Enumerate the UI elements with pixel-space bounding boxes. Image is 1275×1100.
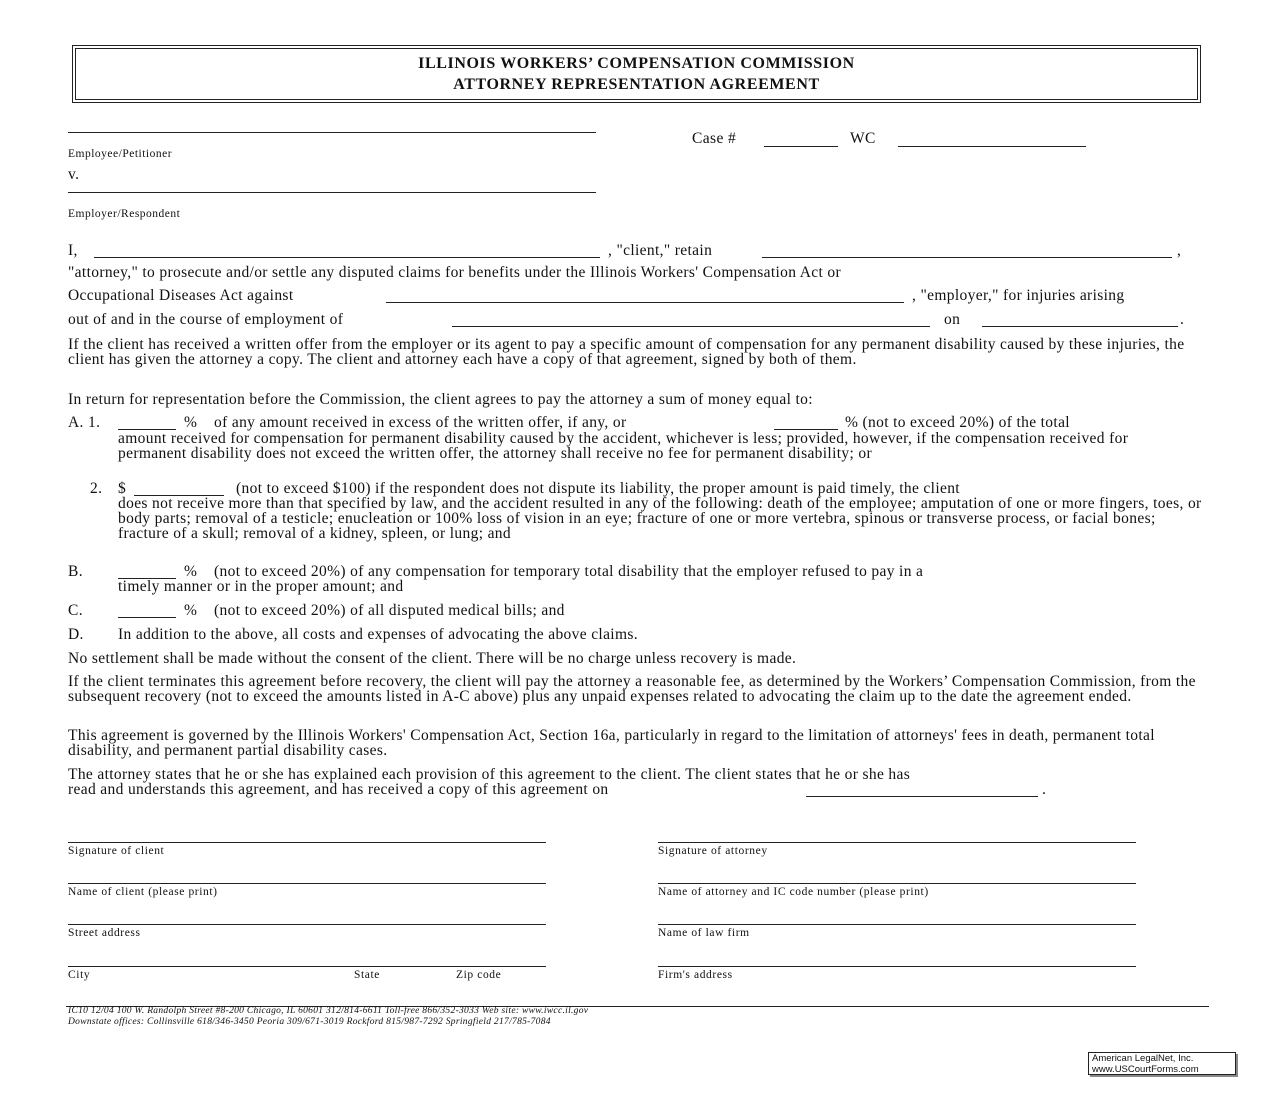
explained-period: . <box>1042 781 1047 798</box>
attorney-signature-field[interactable] <box>658 842 1136 843</box>
clause-c-label: C. <box>68 602 83 619</box>
wc-label: WC <box>850 130 876 147</box>
employee-label: Employee/Petitioner <box>68 148 173 160</box>
a2-first-text: (not to exceed $100) if the respondent does not dispute its liability, the proper amount is paid timely, the client <box>236 480 960 497</box>
case-number-label: Case # <box>692 130 737 147</box>
a2-dollar: $ <box>118 480 127 497</box>
form-title-box <box>72 45 1201 103</box>
firm-address-label: Firm's address <box>658 969 733 981</box>
retain-period: . <box>1180 311 1185 328</box>
retain-line-3b: , "employer," for injuries arising <box>912 287 1125 304</box>
b-rest-text: timely manner or in the proper amount; and <box>118 578 404 595</box>
wc-number-field[interactable] <box>898 146 1086 147</box>
b-first-text: (not to exceed 20%) of any compensation for temporary total disability that the employer refused to pay in a <box>214 563 924 580</box>
terminates-paragraph: If the client terminates this agreement before recovery, the client will pay the attorney a reasonable fee, as determined by the Workers’ Compensation Commission, from the subsequent recovery (not to exceed the amounts listed in A-C above) plus any unpaid expenses related to advocating the claim up to the date the agreement ended. <box>68 673 1196 705</box>
employer-name-field[interactable] <box>68 192 596 193</box>
street-address-field[interactable] <box>68 924 546 925</box>
retain-comma: , <box>1177 242 1182 259</box>
retain-i: I, <box>68 242 78 259</box>
law-firm-field[interactable] <box>658 924 1136 925</box>
retain-line-3a: Occupational Diseases Act against <box>68 287 294 304</box>
a1-pct-2: % (not to exceed 20%) of the total <box>845 414 1070 431</box>
governed-paragraph: This agreement is governed by the Illinois Workers' Compensation Act, Section 16a, particularly in regard to the limitation of attorneys' fees in death, permanent total disability, and permanent partial disability cases. <box>68 727 1155 759</box>
firm-address-field[interactable] <box>658 966 1136 967</box>
a1-rest-text: amount received for compensation for permanent disability caused by the accident, whichever is less; provided, however, if the compensation received for permanent disability does not exceed the written offer, the attorney shall receive no fee for permanent disability; or <box>118 430 1129 462</box>
explained-line-2: read and understands this agreement, and has received a copy of this agreement on <box>68 781 609 798</box>
city-label: City <box>68 969 91 981</box>
footer-address-line: IC10 12/04 100 W. Randolph Street #8-200 Chicago, IL 60601 312/814-6611 Toll-free 866/352-3033 Web site: www.iwcc.il.gov <box>68 1006 589 1016</box>
state-label: State <box>354 969 380 981</box>
a1-pct-1: % <box>184 414 198 431</box>
copy-received-date-field[interactable] <box>806 796 1038 797</box>
zip-label: Zip code <box>456 969 502 981</box>
clause-b-label: B. <box>68 563 83 580</box>
client-signature-field[interactable] <box>68 842 546 843</box>
employer-label: Employer/Respondent <box>68 208 181 220</box>
city-state-zip-field[interactable] <box>68 966 546 967</box>
client-signature-label: Signature of client <box>68 845 165 857</box>
client-name-print-field[interactable] <box>68 883 546 884</box>
attorney-signature-label: Signature of attorney <box>658 845 768 857</box>
attorney-name-label: Name of attorney and IC code number (please print) <box>658 886 929 898</box>
employer-against-field[interactable] <box>386 302 904 303</box>
c-pct: % <box>184 602 198 619</box>
injury-date-field[interactable] <box>982 326 1178 327</box>
a1-mid-text: of any amount received in excess of the written offer, if any, or <box>214 414 627 431</box>
agreement-title: ATTORNEY REPRESENTATION AGREEMENT <box>453 76 820 93</box>
commission-title: ILLINOIS WORKERS’ COMPENSATION COMMISSION <box>418 55 855 72</box>
publisher-name: American LegalNet, Inc. <box>1092 1053 1194 1064</box>
c-text: (not to exceed 20%) of all disputed medical bills; and <box>214 602 565 619</box>
d-text: In addition to the above, all costs and expenses of advocating the above claims. <box>118 626 638 643</box>
client-name-label: Name of client (please print) <box>68 886 218 898</box>
clause-d-label: D. <box>68 626 84 643</box>
a2-rest-text: does not receive more than that specified by law, and the accident resulted in any of the following: death of the employee; amputation of one or more fingers, toes, or body parts; removal of a testicle; enucleation or 100% loss of vision in an eye; fracture of one or more vertebra, spinous or transverse process, or facial bones; fracture of a skull; removal of a kidney, spleen, or lung; and <box>118 495 1202 542</box>
client-name-field[interactable] <box>94 257 600 258</box>
attorney-name-print-field[interactable] <box>658 883 1136 884</box>
versus-label: v. <box>68 166 80 183</box>
employment-of-field[interactable] <box>452 326 930 327</box>
publisher-url[interactable]: www.USCourtForms.com <box>1092 1064 1199 1075</box>
in-return-paragraph: In return for representation before the Commission, the client agrees to pay the attorney a sum of money equal to: <box>68 391 813 408</box>
publisher-stamp <box>1088 1052 1236 1075</box>
no-settlement-paragraph: No settlement shall be made without the consent of the client. There will be no charge unless recovery is made. <box>68 650 797 667</box>
explained-line-1: The attorney states that he or she has explained each provision of this agreement to the client. The client states that he or she has <box>68 766 911 783</box>
retain-line-2: "attorney," to prosecute and/or settle any disputed claims for benefits under the Illinois Workers' Compensation Act or <box>68 264 841 281</box>
employee-name-field[interactable] <box>68 132 596 133</box>
attorney-name-field[interactable] <box>762 257 1172 258</box>
law-firm-label: Name of law firm <box>658 927 750 939</box>
clause-a2-label: 2. <box>90 480 103 497</box>
retain-client-text: , "client," retain <box>608 242 713 259</box>
b-pct: % <box>184 563 198 580</box>
retain-on: on <box>944 311 961 328</box>
footer-offices-line: Downstate offices: Collinsville 618/346-3450 Peoria 309/671-3019 Rockford 815/987-7292 Springfield 217/785-7084 <box>68 1017 551 1027</box>
case-number-field[interactable] <box>764 146 838 147</box>
clause-a1-label: A. 1. <box>68 414 101 431</box>
street-address-label: Street address <box>68 927 141 939</box>
written-offer-paragraph: If the client has received a written offer from the employer or its agent to pay a specific amount of compensation for any permanent disability caused by these injuries, the client has given the attorney a copy. The client and attorney each have a copy of that agreement, signed by both of them. <box>68 336 1185 368</box>
c-percent-field[interactable] <box>118 617 176 618</box>
retain-line-4a: out of and in the course of employment of <box>68 311 344 328</box>
